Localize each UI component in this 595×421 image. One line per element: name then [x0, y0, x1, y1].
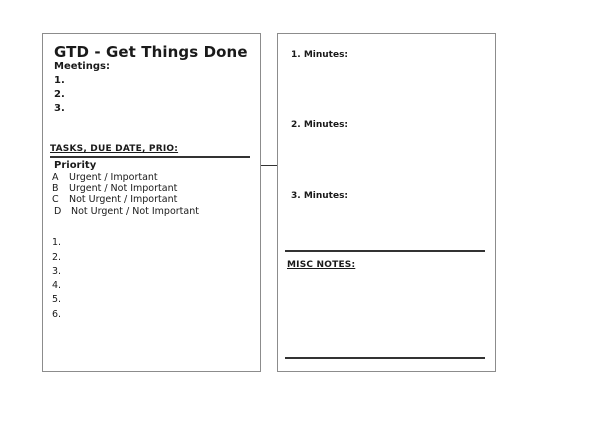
priority-row-a	[52, 172, 158, 183]
priority-row-d	[54, 206, 199, 217]
priority-label: Priority	[54, 160, 97, 171]
priority-text: Not Urgent / Not Important	[71, 206, 199, 217]
tasks-heading: TASKS, DUE DATE, PRIO:	[50, 144, 179, 154]
gtd-left-card	[42, 33, 261, 372]
misc-divider-bottom	[285, 357, 485, 359]
task-line-3: 3.	[52, 266, 62, 277]
priority-letter: B	[52, 183, 59, 194]
minutes-label-2: 2. Minutes:	[291, 120, 349, 130]
meeting-item-2: 2.	[54, 89, 65, 100]
priority-text: Urgent / Important	[69, 172, 158, 183]
task-line-4: 4.	[52, 280, 62, 291]
task-line-1: 1.	[52, 237, 62, 248]
meetings-label: Meetings:	[54, 61, 110, 72]
priority-letter: A	[52, 172, 59, 183]
priority-text: Urgent / Not Important	[69, 183, 178, 194]
meeting-item-1: 1.	[54, 75, 65, 86]
task-line-5: 5.	[52, 294, 62, 305]
misc-notes-heading: MISC NOTES:	[287, 260, 356, 270]
priority-text: Not Urgent / Important	[69, 194, 178, 205]
page-title: GTD - Get Things Done	[54, 43, 248, 61]
meeting-item-3: 3.	[54, 103, 65, 114]
priority-letter: C	[52, 194, 59, 205]
minutes-label-3: 3. Minutes:	[291, 191, 349, 201]
minutes-label-1: 1. Minutes:	[291, 50, 349, 60]
task-line-2: 2.	[52, 252, 62, 263]
gtd-right-card	[277, 33, 496, 372]
tasks-divider	[50, 156, 250, 158]
priority-row-c	[52, 194, 177, 205]
priority-letter: D	[54, 206, 62, 217]
task-line-6: 6.	[52, 309, 62, 320]
priority-row-b	[52, 183, 177, 194]
misc-divider-top	[285, 250, 485, 252]
